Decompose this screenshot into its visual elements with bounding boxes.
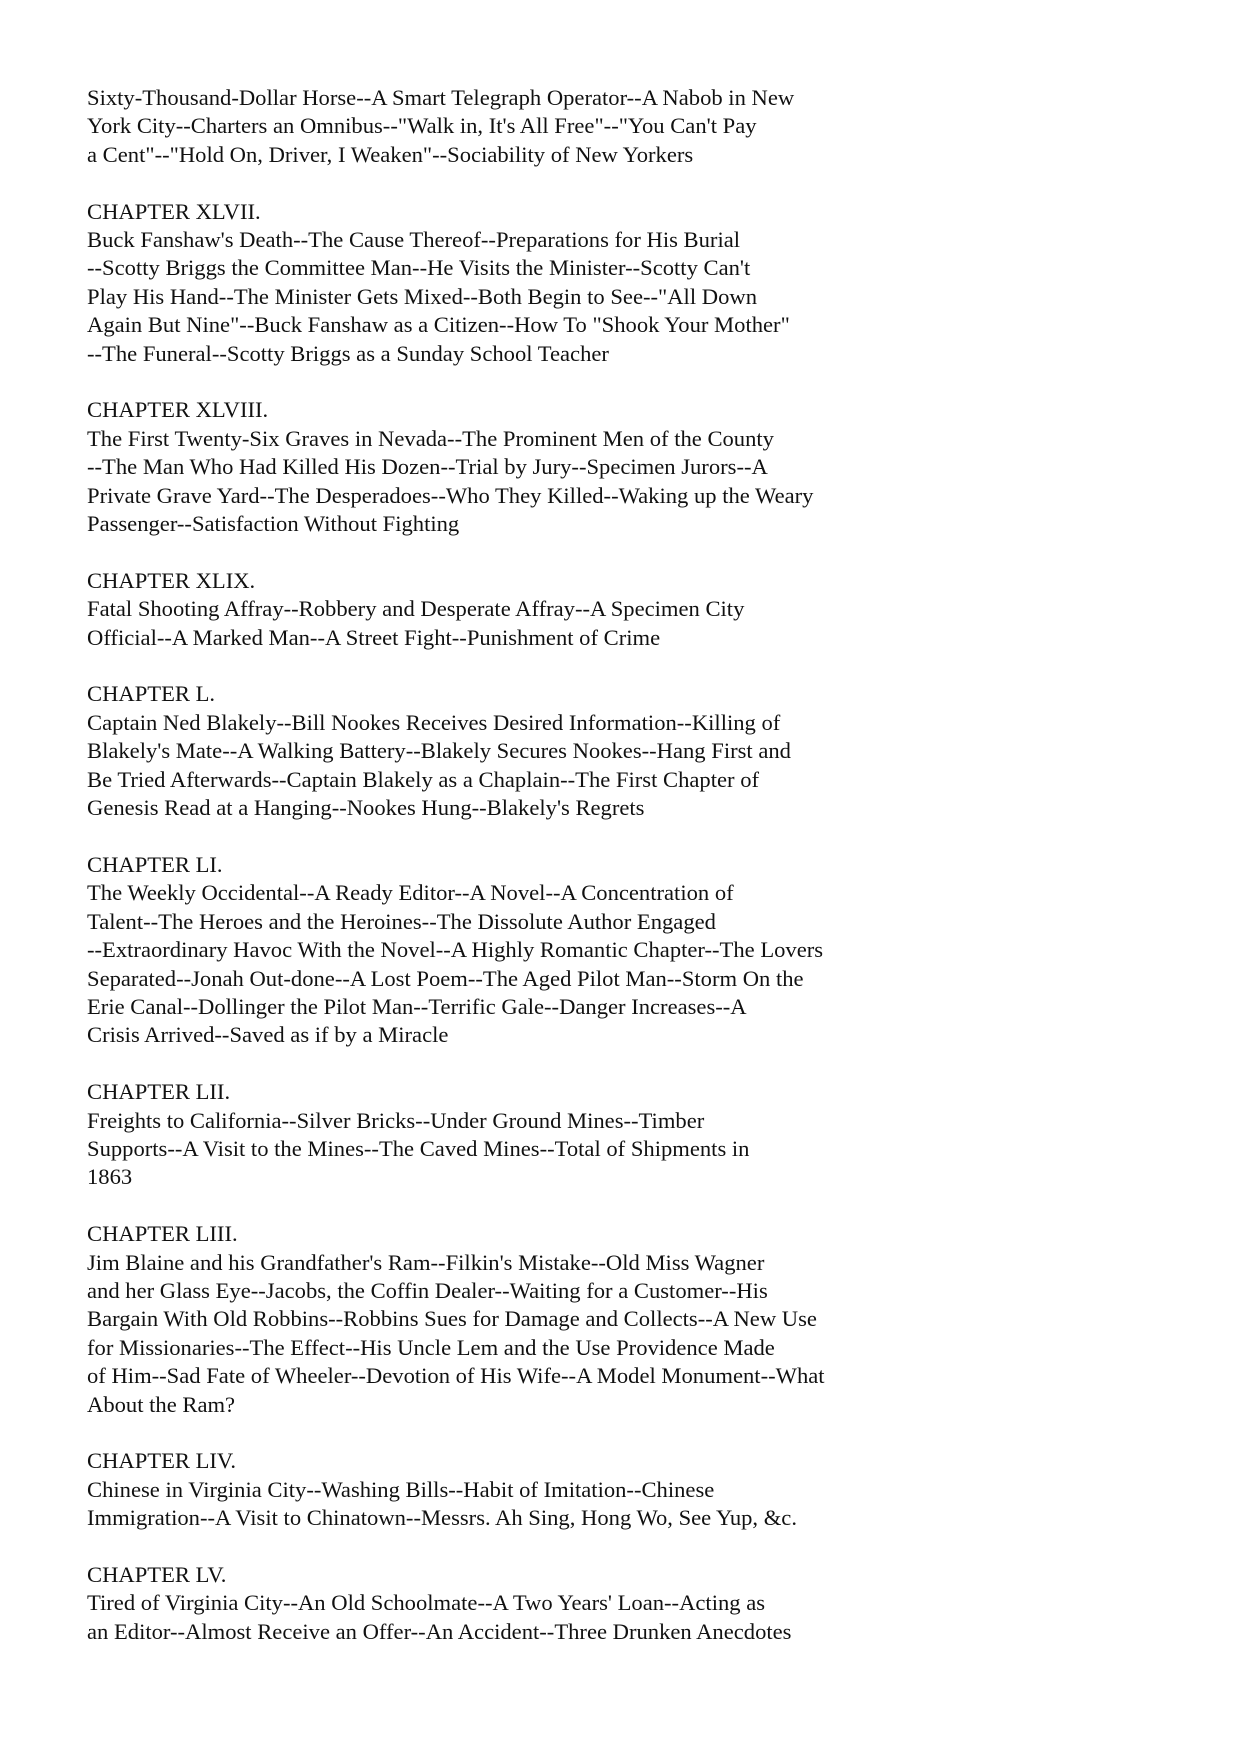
- text-line: Genesis Read at a Hanging--Nookes Hung--Blakely's Regrets: [87, 795, 645, 821]
- text-line: Official--A Marked Man--A Street Fight--Punishment of Crime: [87, 624, 661, 650]
- chapter-entry-l: [87, 680, 1167, 822]
- text-line: Passenger--Satisfaction Without Fighting: [87, 511, 460, 537]
- chapter-heading: CHAPTER LIII.: [87, 1221, 238, 1247]
- text-line: Again But Nine"--Buck Fanshaw as a Citizen--How To "Shook Your Mother": [87, 312, 790, 338]
- intro-continuation: [87, 84, 1167, 169]
- text-line: --The Funeral--Scotty Briggs as a Sunday School Teacher: [87, 340, 609, 366]
- text-line: About the Ram?: [87, 1391, 236, 1417]
- text-line: Sixty-Thousand-Dollar Horse--A Smart Telegraph Operator--A Nabob in New: [87, 85, 795, 110]
- chapter-heading: CHAPTER LIV.: [87, 1448, 236, 1474]
- chapter-entry-li: [87, 851, 1167, 1050]
- text-line: Bargain With Old Robbins--Robbins Sues for Damage and Collects--A New Use: [87, 1306, 817, 1332]
- chapter-entry-lii: [87, 1078, 1167, 1192]
- chapter-entry-xlviii: [87, 396, 1167, 538]
- chapter-entry-xlix: [87, 567, 1167, 652]
- text-line: an Editor--Almost Receive an Offer--An Accident--Three Drunken Anecdotes: [87, 1618, 792, 1644]
- text-line: Captain Ned Blakely--Bill Nookes Receives Desired Information--Killing of: [87, 709, 781, 735]
- text-line: a Cent"--"Hold On, Driver, I Weaken"--Sociability of New Yorkers: [87, 141, 694, 167]
- chapter-entry-lv: [87, 1561, 1167, 1646]
- text-line: --The Man Who Had Killed His Dozen--Trial by Jury--Specimen Jurors--A: [87, 454, 768, 480]
- chapter-heading: CHAPTER XLIX.: [87, 567, 256, 593]
- chapter-heading: CHAPTER XLVIII.: [87, 397, 269, 423]
- text-line: Chinese in Virginia City--Washing Bills--Habit of Imitation--Chinese: [87, 1476, 715, 1502]
- text-line: Private Grave Yard--The Desperadoes--Who They Killed--Waking up the Weary: [87, 482, 814, 508]
- text-line: Immigration--A Visit to Chinatown--Messrs. Ah Sing, Hong Wo, See Yup, &c.: [87, 1505, 797, 1531]
- text-line: The First Twenty-Six Graves in Nevada--The Prominent Men of the County: [87, 425, 774, 451]
- text-line: Separated--Jonah Out-done--A Lost Poem--The Aged Pilot Man--Storm On the: [87, 965, 804, 991]
- document-page: [87, 84, 1167, 1675]
- text-line: Play His Hand--The Minister Gets Mixed--Both Begin to See--"All Down: [87, 283, 757, 309]
- chapter-heading: CHAPTER L.: [87, 681, 216, 707]
- text-line: Jim Blaine and his Grandfather's Ram--Filkin's Mistake--Old Miss Wagner: [87, 1249, 765, 1275]
- text-line: The Weekly Occidental--A Ready Editor--A Novel--A Concentration of: [87, 880, 734, 906]
- text-line: of Him--Sad Fate of Wheeler--Devotion of His Wife--A Model Monument--What: [87, 1363, 825, 1389]
- text-line: Fatal Shooting Affray--Robbery and Desperate Affray--A Specimen City: [87, 596, 745, 622]
- chapter-heading: CHAPTER LV.: [87, 1561, 227, 1587]
- chapter-entry-liii: [87, 1220, 1167, 1419]
- chapter-heading: CHAPTER LI.: [87, 851, 223, 877]
- text-line: Crisis Arrived--Saved as if by a Miracle: [87, 1022, 449, 1048]
- text-line: Talent--The Heroes and the Heroines--The Dissolute Author Engaged: [87, 908, 716, 934]
- text-line: --Scotty Briggs the Committee Man--He Visits the Minister--Scotty Can't: [87, 255, 751, 281]
- chapter-heading: CHAPTER LII.: [87, 1079, 231, 1105]
- text-line: and her Glass Eye--Jacobs, the Coffin Dealer--Waiting for a Customer--His: [87, 1277, 768, 1303]
- text-line: 1863: [87, 1164, 133, 1190]
- text-line: Erie Canal--Dollinger the Pilot Man--Terrific Gale--Danger Increases--A: [87, 993, 747, 1019]
- text-line: Freights to California--Silver Bricks--Under Ground Mines--Timber: [87, 1107, 705, 1133]
- text-line: Be Tried Afterwards--Captain Blakely as a Chaplain--The First Chapter of: [87, 766, 760, 792]
- text-line: York City--Charters an Omnibus--"Walk in, It's All Free"--"You Can't Pay: [87, 113, 757, 139]
- text-line: for Missionaries--The Effect--His Uncle Lem and the Use Providence Made: [87, 1334, 775, 1360]
- text-line: Tired of Virginia City--An Old Schoolmate--A Two Years' Loan--Acting as: [87, 1590, 766, 1616]
- text-line: Blakely's Mate--A Walking Battery--Blakely Secures Nookes--Hang First and: [87, 738, 791, 764]
- text-line: --Extraordinary Havoc With the Novel--A Highly Romantic Chapter--The Lovers: [87, 937, 824, 963]
- chapter-entry-liv: [87, 1447, 1167, 1532]
- chapter-heading: CHAPTER XLVII.: [87, 198, 261, 224]
- text-line: Buck Fanshaw's Death--The Cause Thereof--Preparations for His Burial: [87, 227, 741, 253]
- chapter-entry-xlvii: [87, 198, 1167, 368]
- text-line: Supports--A Visit to the Mines--The Caved Mines--Total of Shipments in: [87, 1135, 750, 1161]
